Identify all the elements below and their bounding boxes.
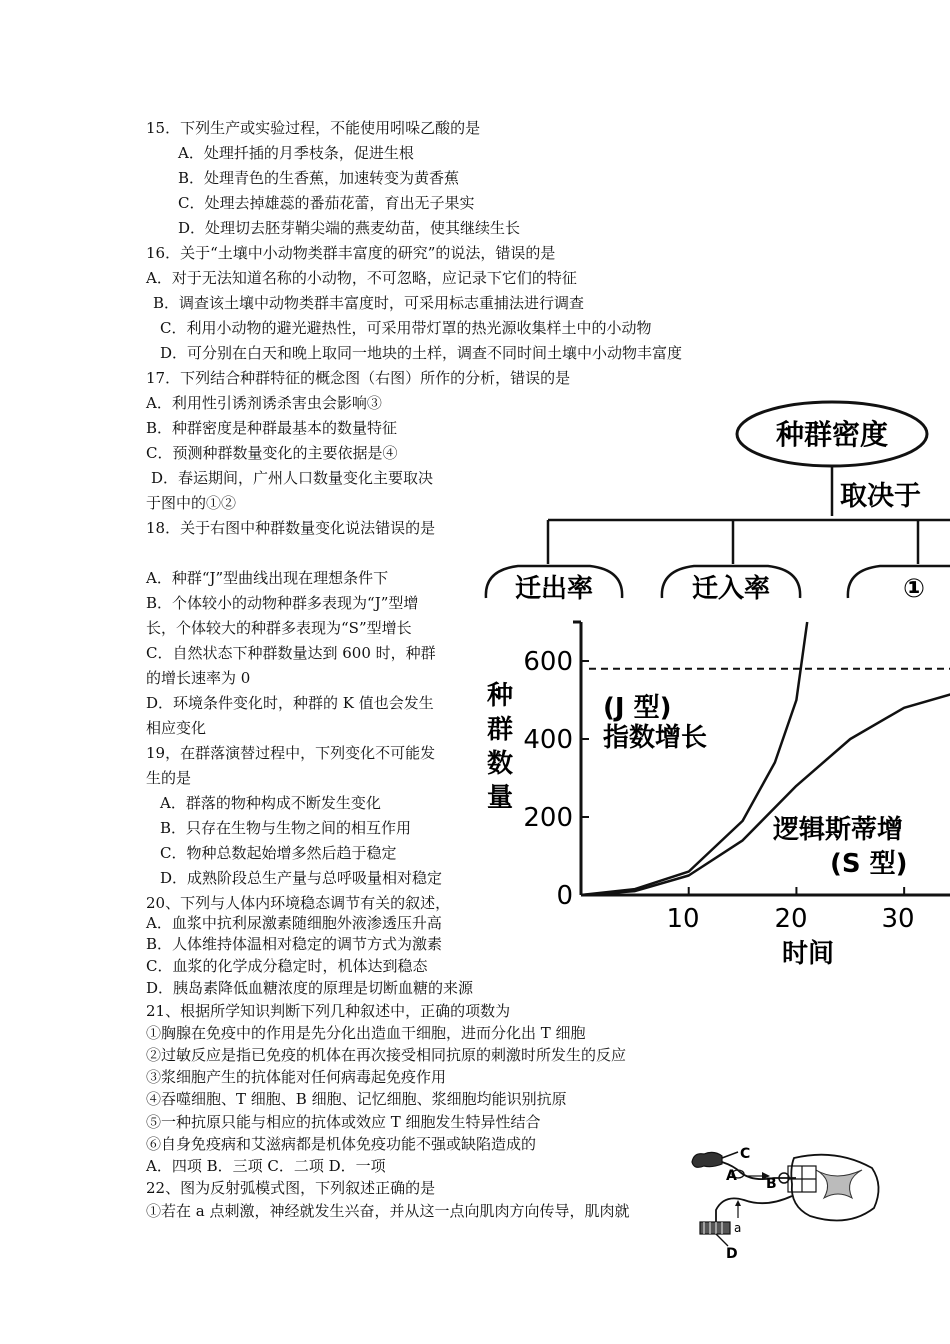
chart-ylabel-char-1: 种: [486, 681, 514, 711]
q21-statement-2: ②过敏反应是指已免疫的机体在再次接受相同抗原的刺激时所发生的反应: [146, 1046, 627, 1064]
q21-statement-6: ⑥自身免疫病和艾滋病都是机体免疫功能不强或缺陷造成的: [146, 1135, 537, 1153]
q21-options: A．四项 B．三项 C．二项 D．一项: [146, 1157, 386, 1175]
q15-stem: 15．下列生产或实验过程，不能使用吲哚乙酸的是: [146, 119, 481, 137]
reflex-label-a: A: [726, 1168, 737, 1184]
receptor-c-icon: [692, 1152, 722, 1167]
q21-statement-5: ⑤一种抗原只能与相应的抗体或效应 T 细胞发生特异性结合: [146, 1113, 541, 1131]
chart-ytick-400: 400: [523, 725, 573, 755]
reflex-label-a-point: a: [734, 1221, 742, 1235]
chart-ytick-600: 600: [523, 647, 573, 677]
j-curve-label-1: (J 型): [603, 693, 672, 723]
q21-stem: 21、根据所学知识判断下列几种叙述中，正确的项数为: [146, 1002, 511, 1020]
chart-xtick-10: 10: [666, 904, 700, 934]
q19-stem-line2: 生的是: [146, 769, 192, 787]
reflex-label-c: C: [740, 1146, 751, 1162]
q15-option-c: C．处理去掉雄蕊的番茄花蕾，育出无子果实: [178, 194, 475, 212]
chart-ytick-0: 0: [556, 881, 573, 911]
q18-option-b-line2: 长，个体较大的种群多表现为“S”型增长: [146, 619, 412, 637]
q22-statement-1: ①若在 a 点刺激，神经就发生兴奋，并从这一点向肌肉方向传导，肌肉就: [146, 1202, 630, 1220]
reflex-label-b: B: [766, 1176, 777, 1192]
chart-xtick-30: 30: [881, 904, 915, 934]
q18-option-a: A．种群“J”型曲线出现在理想条件下: [146, 569, 389, 587]
q21-statement-4: ④吞噬细胞、T 细胞、B 细胞、记忆细胞、浆细胞均能识别抗原: [146, 1090, 567, 1108]
population-concept-map: [478, 398, 950, 600]
q20-option-d: D．胰岛素降低血糖浓度的原理是切断血糖的来源: [146, 979, 474, 997]
q17-option-d-line1: D．春运期间，广州人口数量变化主要取决: [151, 469, 434, 487]
chart-ylabel-char-3: 数: [486, 749, 514, 779]
chart-ytick-200: 200: [523, 803, 573, 833]
j-curve-label-2: 指数增长: [603, 723, 708, 753]
q20-stem: 20、下列与人体内环境稳态调节有关的叙述，: [146, 894, 451, 912]
q18-option-c-line2: 的增长速率为 0: [146, 669, 251, 687]
chart-xlabel: 时间: [781, 939, 835, 969]
q17-option-d-line2: 于图中的①②: [146, 494, 237, 512]
q18-option-b-line1: B．个体较小的动物种群多表现为“J”型增: [146, 594, 419, 612]
concept-box2-label: 迁入率: [691, 574, 771, 600]
reflex-label-d: D: [726, 1246, 738, 1262]
s-curve-label-2: (S 型): [830, 849, 908, 879]
q15-option-d: D．处理切去胚芽鞘尖端的燕麦幼苗，使其继续生长: [178, 219, 521, 237]
q15-option-b: B．处理青色的生香蕉，加速转变为黄香蕉: [178, 169, 460, 187]
concept-box3-label: ①: [902, 574, 926, 600]
q21-statement-1: ①胸腺在免疫中的作用是先分化出造血干细胞，进而分化出 T 细胞: [146, 1024, 586, 1042]
q19-option-d: D．成熟阶段总生产量与总呼吸量相对稳定: [160, 869, 443, 887]
q19-option-a: A．群落的物种构成不断发生变化: [160, 794, 381, 812]
q18-option-d-line2: 相应变化: [146, 719, 207, 737]
q16-option-d: D．可分别在白天和晚上取同一地块的土样，调查不同时间土壤中小动物丰富度: [160, 344, 683, 362]
q17-option-a: A．利用性引诱剂诱杀害虫会影响③: [146, 394, 382, 412]
chart-xtick-20: 20: [774, 904, 808, 934]
q16-option-a: A．对于无法知道名称的小动物，不可忽略，应记录下它们的特征: [146, 269, 577, 287]
q17-option-b: B．种群密度是种群最基本的数量特征: [146, 419, 398, 437]
q18-stem: 18．关于右图中种群数量变化说法错误的是: [146, 519, 436, 537]
q22-stem: 22、图为反射弧模式图，下列叙述正确的是: [146, 1179, 436, 1197]
q17-stem: 17．下列结合种群特征的概念图（右图）所作的分析，错误的是: [146, 369, 571, 387]
q16-stem: 16．关于“土壤中小动物类群丰富度的研究”的说法，错误的是: [146, 244, 556, 262]
concept-mid-label: 取决于: [840, 481, 921, 512]
concept-top-label: 种群密度: [775, 418, 889, 451]
concept-box1-label: 迁出率: [514, 574, 594, 600]
population-growth-chart: [478, 610, 950, 980]
q15-option-a: A．处理扦插的月季枝条，促进生根: [178, 144, 414, 162]
q16-option-b: B．调查该土壤中动物类群丰富度时，可采用标志重捕法进行调查: [153, 294, 585, 312]
j-curve-series: [581, 622, 807, 895]
chart-ylabel-char-4: 量: [486, 783, 514, 813]
q16-option-c: C．利用小动物的避光避热性，可采用带灯罩的热光源收集样土中的小动物: [160, 319, 652, 337]
s-curve-label-1: 逻辑斯蒂增: [773, 815, 904, 845]
q19-stem-line1: 19，在群落演替过程中，下列变化不可能发: [146, 744, 436, 762]
q19-option-c: C．物种总数起始增多然后趋于稳定: [160, 844, 397, 862]
chart-ylabel: [487, 681, 513, 813]
q19-option-b: B．只存在生物与生物之间的相互作用: [160, 819, 412, 837]
q17-option-c: C．预测种群数量变化的主要依据是④: [146, 444, 398, 462]
q21-statement-3: ③浆细胞产生的抗体能对任何病毒起免疫作用: [146, 1068, 447, 1086]
chart-ylabel-char-2: 群: [486, 715, 514, 745]
q20-option-c: C．血浆的化学成分稳定时，机体达到稳态: [146, 957, 428, 975]
reflex-arc-diagram: [686, 1140, 886, 1264]
q18-option-d-line1: D．环境条件变化时，种群的 K 值也会发生: [146, 694, 434, 712]
q18-option-c-line1: C．自然状态下种群数量达到 600 时，种群: [146, 644, 436, 662]
q20-option-b: B．人体维持体温相对稳定的调节方式为激素: [146, 935, 443, 953]
q20-option-a: A．血浆中抗利尿激素随细胞外液渗透压升高: [146, 914, 442, 932]
